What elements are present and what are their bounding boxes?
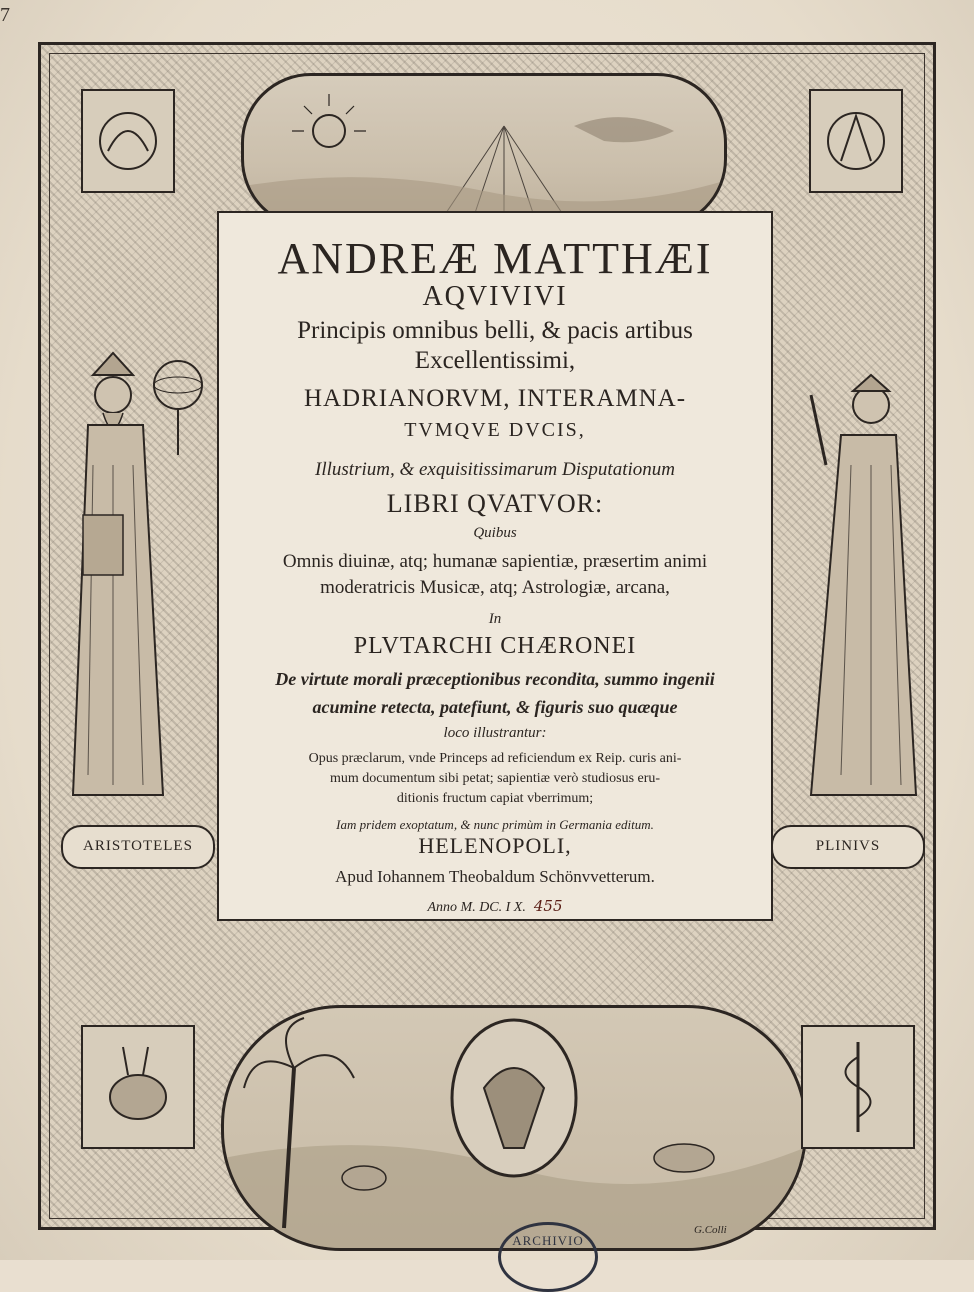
engraved-frame xyxy=(38,42,936,1236)
sky-scene-illustration xyxy=(244,76,724,226)
text-line: Illustrium, & exquisitissimarum Disputationum xyxy=(315,459,675,480)
text-line: TVMQVE DVCIS, xyxy=(404,419,586,441)
text-line: PLVTARCHI CHÆRONEI xyxy=(353,633,637,659)
book-title: LIBRI QVATVOR: xyxy=(386,489,604,518)
plinius-label: PLINIVS xyxy=(771,825,925,869)
author-surname: AQVIVIVI xyxy=(422,281,568,312)
year-text: Anno M. DC. I X. xyxy=(427,900,526,915)
engraver-signature: G.Colli xyxy=(694,1224,727,1236)
corner-number: 7 xyxy=(0,4,10,26)
text-line: Excellentissimi, xyxy=(414,347,576,374)
imprint-printer: Apud Iohannem Theobaldum Schönvvetterum. xyxy=(335,867,655,886)
bottom-right-emblem xyxy=(801,1025,915,1149)
author-name: ANDREÆ MATTHÆI xyxy=(277,234,713,283)
aristotle-figure xyxy=(63,335,213,815)
aristoteles-label: ARISTOTELES xyxy=(61,825,215,869)
bottom-cartouche-scene xyxy=(221,1005,807,1251)
text-line: acumine retecta, patefiunt, & figuris suo quæque xyxy=(312,697,678,717)
text-line: Principis omnibus belli, & pacis artibus xyxy=(297,317,693,344)
animal-scene-illustration xyxy=(224,1008,804,1248)
text-line: mum documentum sibi petat; sapientiæ verò studiosus eru- xyxy=(329,771,661,786)
top-right-emblem xyxy=(809,89,903,193)
handwritten-note: 455 xyxy=(533,897,563,915)
text-line: moderatricis Musicæ, atq; Astrologiæ, arcana, xyxy=(320,577,670,598)
pliny-figure xyxy=(771,335,921,815)
imprint-year xyxy=(219,897,771,916)
archive-stamp: ARCHIVIO xyxy=(498,1222,598,1292)
text-line: De virtute morali præceptionibus recondita, summo ingenii xyxy=(275,669,715,689)
title-text-block xyxy=(217,211,773,921)
text-line: Iam pridem exoptatum, & nunc primùm in Germania editum. xyxy=(336,817,654,832)
top-cartouche-scene xyxy=(241,73,727,229)
text-line: HADRIANORVM, INTERAMNA- xyxy=(303,385,687,412)
text-line: Opus præclarum, vnde Princeps ad reficiendum ex Reip. curis ani- xyxy=(308,751,682,766)
text-line: In xyxy=(488,611,502,627)
text-line: loco illustrantur: xyxy=(443,725,547,741)
text-line: Quibus xyxy=(473,525,517,541)
bottom-left-emblem xyxy=(81,1025,195,1149)
text-line: ditionis fructum capiat vberrimum; xyxy=(396,791,594,806)
top-left-emblem xyxy=(81,89,175,193)
text-line: Omnis diuinæ, atq; humanæ sapientiæ, præsertim animi xyxy=(282,551,708,572)
imprint-place: HELENOPOLI, xyxy=(418,833,572,858)
